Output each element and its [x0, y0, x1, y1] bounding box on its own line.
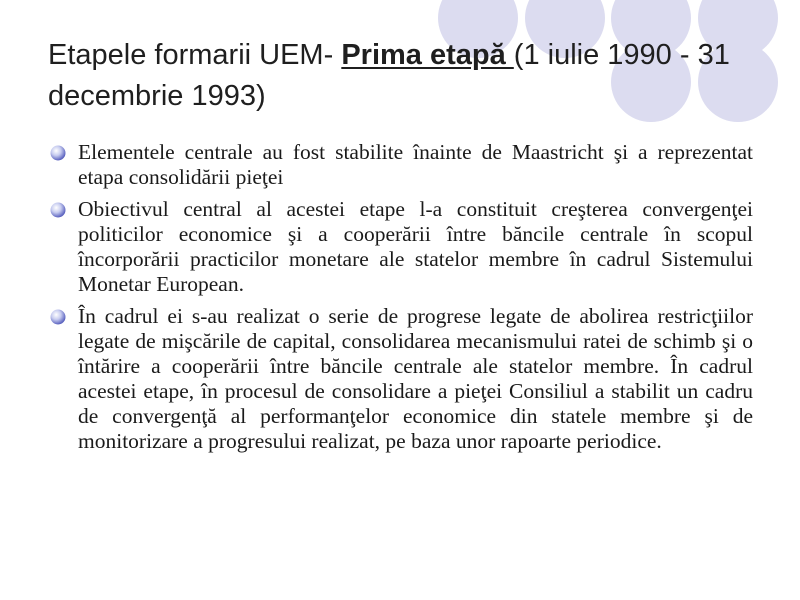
- slide-title: [48, 35, 748, 117]
- title-prefix: Etapele formarii UEM-: [48, 39, 342, 71]
- bullet-item: [50, 197, 753, 297]
- bullet-item: [50, 304, 753, 454]
- bullet-list: [50, 140, 753, 461]
- sphere-bullet-icon: [50, 309, 66, 325]
- sphere-bullet-icon: [50, 145, 66, 161]
- bullet-text: Elementele centrale au fost stabilite înainte de Maastricht şi a reprezentat etapa consolidării pieţei: [78, 140, 753, 189]
- sphere-bullet-icon: [50, 202, 66, 218]
- bullet-text: Obiectivul central al acestei etape l-a constituit creşterea convergenţei politicilor economice şi a cooperării între băncile centrale în scopul încorporării practicilor monetare ale statelor membre în cadrul Sistemului Monetar European.: [78, 197, 753, 296]
- bullet-text: În cadrul ei s-au realizat o serie de progrese legate de abolirea restricţiilor legate de mişcările de capital, consolidarea mecanismului ratei de schimb şi o întărire a cooperării între băncile centrale ale statelor membre. În cadrul acestei etape, în procesul de consolidare a pieţei Consiliul a stabilit un cadru de convergenţă al performanţelor economice din statele membre şi de monitorizare a progresului realizat, pe baza unor rapoarte periodice.: [78, 304, 753, 453]
- bullet-item: [50, 140, 753, 190]
- title-emphasis: Prima etapă: [341, 39, 514, 71]
- title-suffix: (1 iulie 1990 - 31 decembrie 1993): [48, 39, 730, 112]
